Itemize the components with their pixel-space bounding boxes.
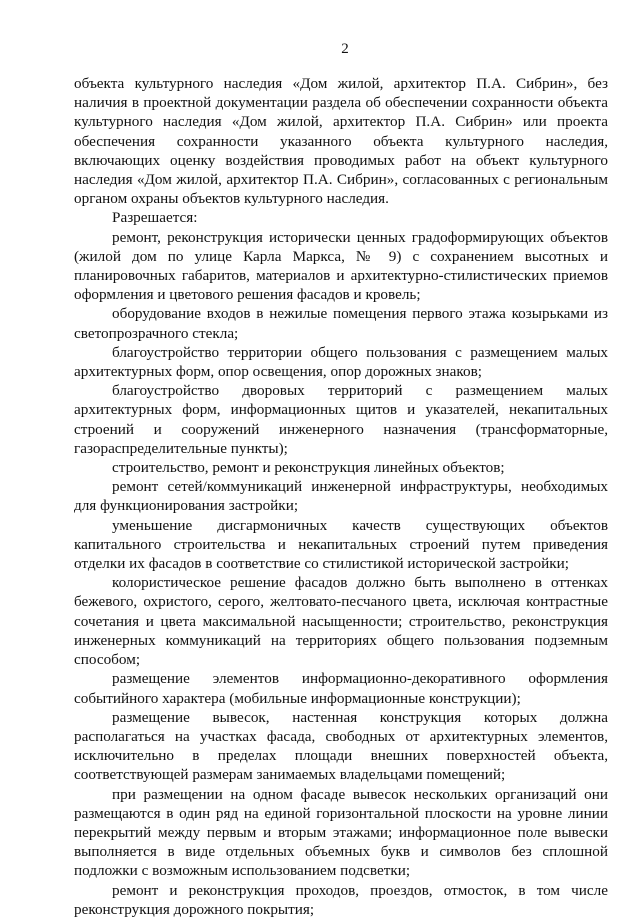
paragraph: колористическое решение фасадов должно быть выполнено в оттенках бежевого, охристого, серого, желтовато-песчаного цвета, исключая контрастные сочетания и цвета максимальной насыщенности; строительство, реконструкция инженерных коммуникаций на территориях общего пользования подземным способом; bbox=[74, 574, 608, 669]
document-body bbox=[74, 74, 608, 919]
paragraph: размещение элементов информационно-декоративного оформления событийного характера (мобильные информационные конструкции); bbox=[74, 670, 608, 707]
paragraph: при размещении на одном фасаде вывесок нескольких организаций они размещаются в один ряд на единой горизонтальной плоскости на уровне линии перекрытий между первым и вторым этажами; информационное поле вывески выполняется в виде отдельных объемных букв и символов без сплошной подложки с возможным использованием подсветки; bbox=[74, 785, 608, 880]
paragraph: объекта культурного наследия «Дом жилой, архитектор П.А. Сибрин», без наличия в проектной документации раздела об обеспечении сохранности объекта культурного наследия «Дом жилой, архитектор П.А. Сибрин» или проекта обеспечения сохранности указанного объекта культурного наследия, включающих оценку воздействия проводимых работ на объект культурного наследия «Дом жилой, архитектор П.А. Сибрин», согласованных с региональным органом охраны объектов культурного наследия. bbox=[74, 75, 608, 208]
page-number: 2 bbox=[341, 41, 349, 57]
paragraph: размещение вывесок, настенная конструкция которых должна располагаться на участках фасада, свободных от архитектурных элементов, исключительно в пределах площади внешних поверхностей объекта, соответствующей размерам занимаемых владельцами помещений; bbox=[74, 708, 608, 784]
paragraph: благоустройство территории общего пользования с размещением малых архитектурных форм, опор освещения, опор дорожных знаков; bbox=[74, 343, 608, 381]
paragraph: Разрешается: bbox=[112, 209, 198, 227]
paragraph: оборудование входов в нежилые помещения первого этажа козырьками из светопрозрачного стекла; bbox=[74, 305, 608, 342]
paragraph: ремонт сетей/коммуникаций инженерной инфраструктуры, необходимых для функционирования застройки; bbox=[74, 478, 608, 515]
paragraph: строительство, ремонт и реконструкция линейных объектов; bbox=[112, 459, 505, 477]
paragraph: ремонт, реконструкция исторически ценных градоформирующих объектов (жилой дом по улице Карла Маркса, № 9) с сохранением высотных и планировочных габаритов, материалов и архитектурно-стилистических приемов оформления и цветового решения фасадов и кровель; bbox=[74, 228, 608, 304]
paragraph: ремонт и реконструкция проходов, проездов, отмосток, в том числе реконструкция дорожного покрытия; bbox=[74, 881, 608, 918]
paragraph: благоустройство дворовых территорий с размещением малых архитектурных форм, информационных щитов и указателей, некапитальных строений и сооружений инженерного назначения (трансформаторные, газораспределительные пункты); bbox=[74, 382, 608, 457]
paragraph: уменьшение дисгармоничных качеств существующих объектов капитального строительства и некапитальных строений путем приведения отделки их фасадов в соответствие со стилистикой исторической застройки; bbox=[74, 516, 608, 573]
